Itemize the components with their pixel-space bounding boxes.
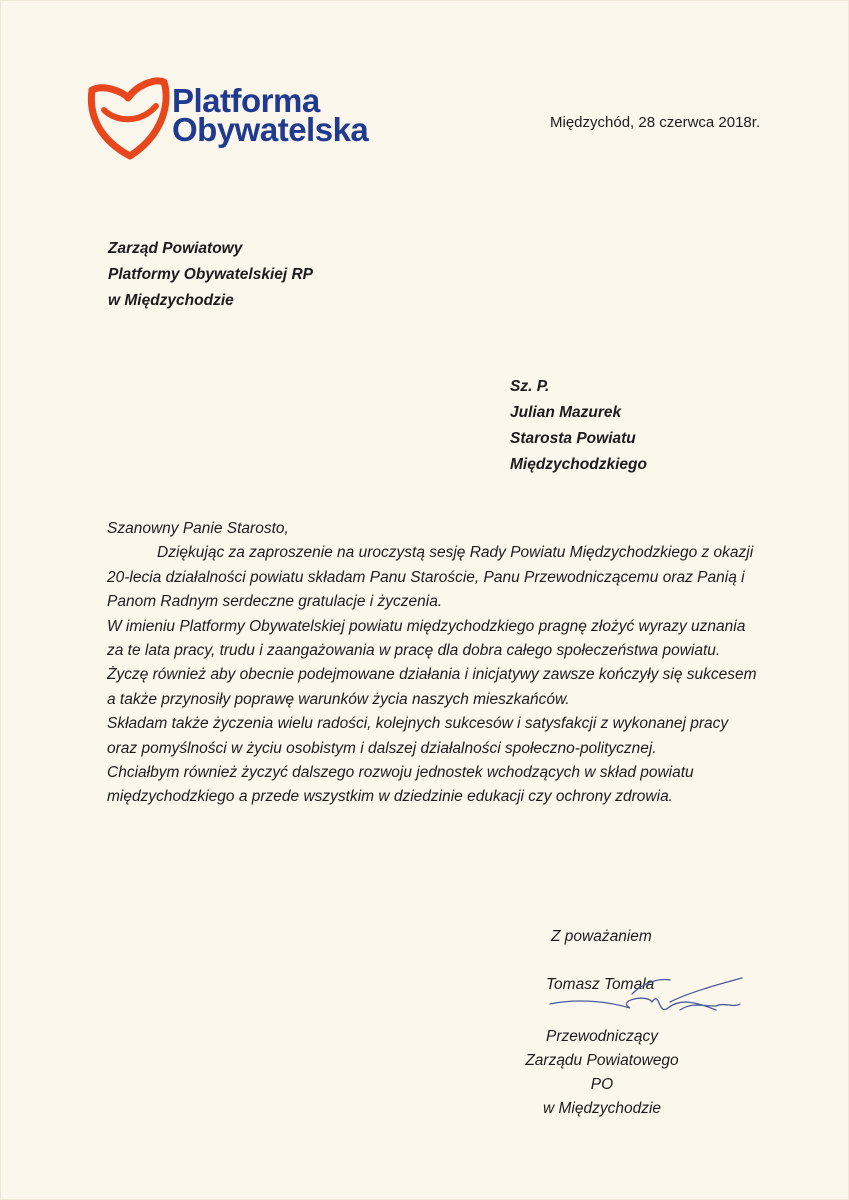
- logo-wordmark: [172, 82, 369, 148]
- recipient-address: [510, 374, 647, 478]
- sender-line-2: Platformy Obywatelskiej RP: [108, 266, 314, 283]
- letter-date: Międzychód, 28 czerwca 2018r.: [550, 114, 761, 131]
- paragraph-5: Chciałbym również życzyć dalszego rozwoju jednostek wchodzących w skład powiatu międzychodzkiego a przede wszystkim w dziedzinie edukacji czy ochrony zdrowia.: [107, 764, 694, 806]
- paragraph-1: Dziękując za zaproszenie na uroczystą sesję Rady Powiatu Międzychodzkiego z okazji 20-lecia działalności powiatu składam Panu Staroście, Panu Przewodniczącemu oraz Panią i Panom Radnym serdeczne gratulacje i życzenia.: [107, 544, 754, 611]
- signatory-title: [512, 1025, 692, 1121]
- sender-address: [108, 236, 313, 314]
- signatory-name: Tomasz Tomala: [546, 976, 655, 993]
- closing-greeting: Z poważaniem: [551, 928, 652, 945]
- signatory-title-line-3: w Międzychodzie: [542, 1100, 662, 1117]
- party-logo: [84, 72, 394, 162]
- handwritten-signature: [520, 972, 750, 1032]
- letter-body: [107, 517, 757, 810]
- salutation: Szanowny Panie Starosto,: [107, 520, 289, 537]
- paragraph-3: Życzę również aby obecnie podejmowane działania i inicjatywy zawsze kończyły się sukcesem a także przynosiły poprawę warunków życia naszych mieszkańców.: [107, 666, 757, 708]
- paragraph-4: Składam także życzenia wielu radości, kolejnych sukcesów i satysfakcji z wykonanej pracy oraz pomyślności w życiu osobistym i dalszej działalności społeczno-politycznej.: [107, 715, 729, 757]
- logo-line-2: Obywatelska: [172, 111, 369, 148]
- paragraph-2: W imieniu Platformy Obywatelskiej powiatu międzychodzkiego pragnę złożyć wyrazy uznania za te lata pracy, trudu i zaangażowania w pracę dla dobra całego społeczeństwa powiatu.: [107, 617, 746, 660]
- sender-line-3: w Międzychodzie: [108, 292, 234, 309]
- po-heart-logo-icon: [84, 72, 170, 162]
- recipient-line-1: Sz. P.: [510, 378, 550, 395]
- signatory-title-line-2: Zarządu Powiatowego PO: [525, 1052, 679, 1093]
- signatory-title-line-1: Przewodniczący: [546, 1028, 658, 1045]
- recipient-line-3: Starosta Powiatu: [510, 430, 636, 447]
- logo-line-1: Platforma: [172, 82, 320, 119]
- sender-line-1: Zarząd Powiatowy: [108, 240, 243, 257]
- recipient-line-4: Międzychodzkiego: [510, 456, 647, 473]
- recipient-line-2: Julian Mazurek: [510, 404, 622, 421]
